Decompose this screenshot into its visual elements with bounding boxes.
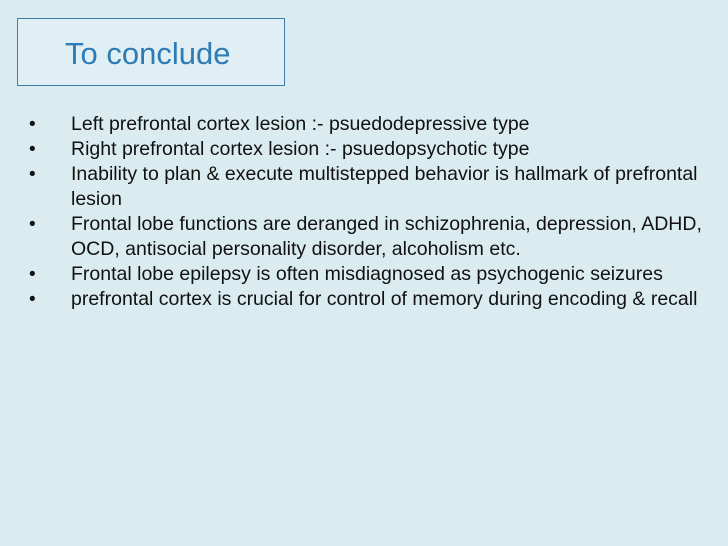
bullet-list xyxy=(29,112,709,312)
bullet-item xyxy=(29,112,709,137)
bullet-item xyxy=(29,162,709,212)
bullet-item xyxy=(29,137,709,162)
bullet-icon: • xyxy=(29,114,36,135)
bullet-icon: • xyxy=(29,214,36,235)
bullet-item xyxy=(29,262,709,287)
bullet-text: Right prefrontal cortex lesion :- psuedopsychotic type xyxy=(71,138,530,160)
bullet-text: Inability to plan & execute multistepped behavior is hallmark of prefrontal lesion xyxy=(71,163,698,210)
bullet-text: Frontal lobe functions are deranged in schizophrenia, depression, ADHD, OCD, antisocial personality disorder, alcoholism etc. xyxy=(71,213,702,260)
bullet-item xyxy=(29,212,709,262)
bullet-icon: • xyxy=(29,139,36,160)
bullet-icon: • xyxy=(29,289,36,310)
slide-title: To conclude xyxy=(65,36,231,71)
bullet-text: Left prefrontal cortex lesion :- psuedodepressive type xyxy=(71,113,530,135)
bullet-icon: • xyxy=(29,164,36,185)
bullet-text: Frontal lobe epilepsy is often misdiagnosed as psychogenic seizures xyxy=(71,263,663,285)
title-box xyxy=(17,18,285,86)
bullet-text: prefrontal cortex is crucial for control of memory during encoding & recall xyxy=(71,288,698,310)
bullet-item xyxy=(29,287,709,312)
bullet-icon: • xyxy=(29,264,36,285)
